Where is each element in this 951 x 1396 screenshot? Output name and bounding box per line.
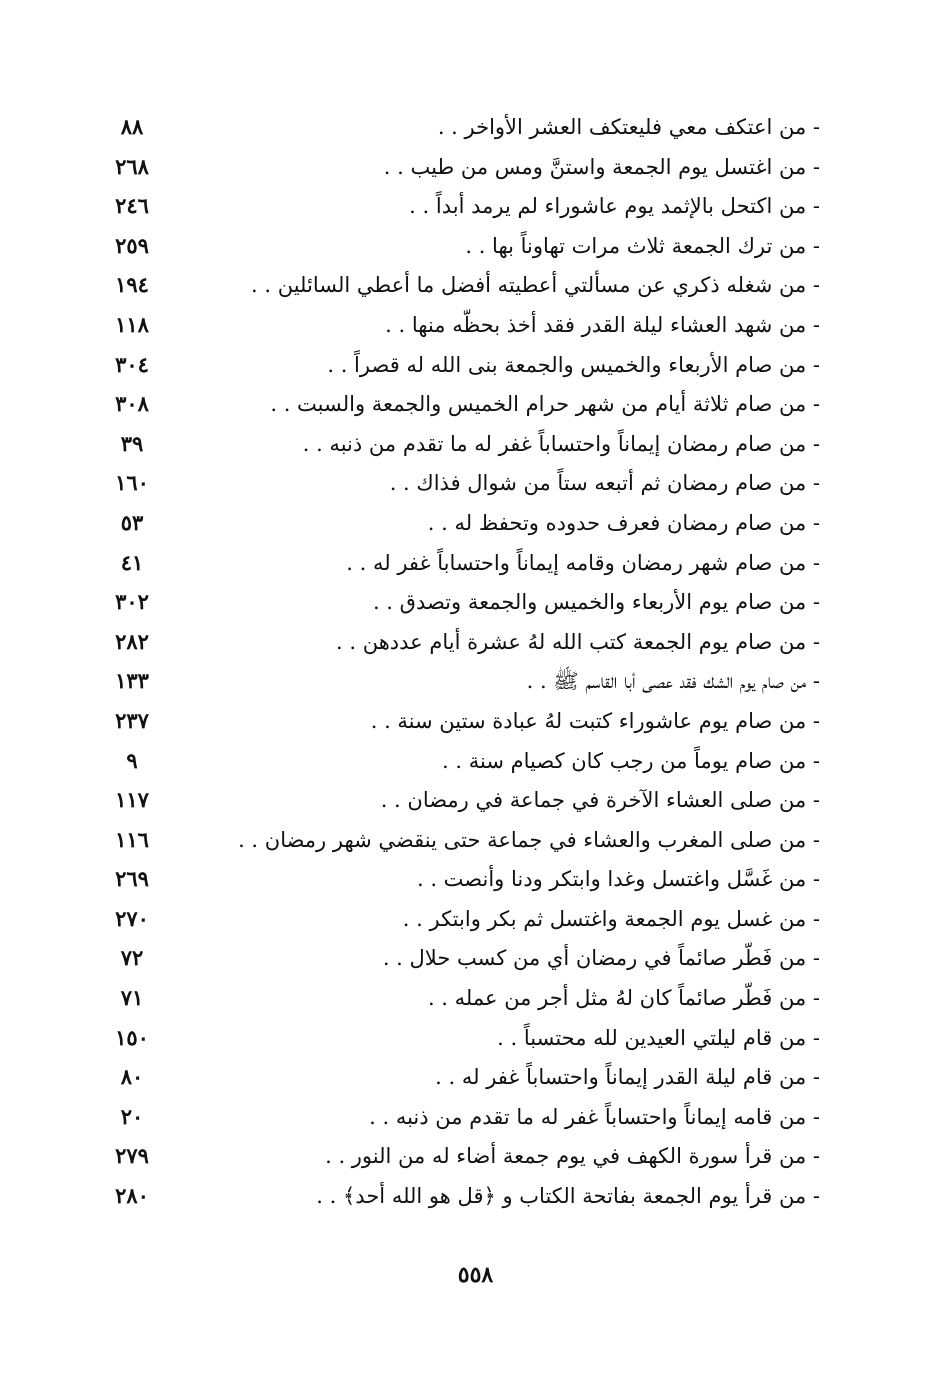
entry-text: - من قرأ سورة الكهف في يوم جمعة أضاء له من النور . .	[325, 1144, 820, 1169]
entry-page-number: ٣٩	[120, 430, 144, 456]
entry-text: - من صام الأربعاء والخميس والجمعة بنى الله له قصراً . .	[327, 352, 820, 377]
entry-text: - من صام يوم عاشوراء كتبت لهُ عبادة ستين سنة . .	[370, 708, 820, 733]
entry-page-number: ١٣٣	[115, 668, 149, 694]
entry-page-number: ٥٣	[120, 509, 144, 535]
entry-page-number: ٢٠	[120, 1103, 144, 1129]
index-row	[100, 623, 820, 663]
entry-text: - من صلى المغرب والعشاء في جماعة حتى ينقضي شهر رمضان . .	[238, 827, 820, 852]
entry-text: - من قرأ يوم الجمعة بفاتحة الكتاب و ﴿قل هو الله أحد﴾ . .	[316, 1184, 820, 1209]
entry-text: - من غَسَّل واغتسل وغدا وابتكر ودنا وأنصت . .	[416, 867, 820, 892]
index-row	[100, 544, 820, 584]
entry-text: - من قامه إيماناً واحتساباً غفر له ما تقدم من ذنبه . .	[369, 1104, 820, 1129]
entry-page-number: ١٦٠	[115, 470, 149, 496]
index-row	[100, 939, 820, 979]
entry-text: - من صام شهر رمضان وقامه إيماناً واحتساباً غفر له . .	[346, 550, 820, 575]
entry-text: - من صام يوم الشك فقد عصى أبا القاسم ﷺ . .	[526, 669, 820, 694]
entry-page-number: ٢٦٩	[115, 866, 149, 892]
index-row	[100, 504, 820, 544]
index-row	[100, 860, 820, 900]
entry-text: - من اغتسل يوم الجمعة واستنَّ ومس من طيب . .	[383, 154, 820, 179]
hadith-index-list	[100, 108, 820, 1217]
index-row	[100, 464, 820, 504]
entry-page-number: ١١٨	[115, 311, 149, 337]
entry-text: - من صام رمضان إيماناً واحتساباً غفر له ما تقدم من ذنبه . .	[302, 431, 820, 456]
index-row	[100, 1177, 820, 1217]
index-row	[100, 1098, 820, 1138]
index-row	[100, 742, 820, 782]
entry-page-number: ٧١	[120, 985, 144, 1011]
entry-page-number: ٢٨٠	[115, 1183, 149, 1209]
entry-text: - من قام ليلتي العيدين لله محتسباً . .	[497, 1025, 820, 1050]
index-row	[100, 583, 820, 623]
index-row	[100, 385, 820, 425]
index-row	[100, 979, 820, 1019]
index-row	[100, 1058, 820, 1098]
entry-text: - من صام رمضان فعرف حدوده وتحفظ له . .	[427, 510, 820, 535]
entry-text: - من صام يوماً من رجب كان كصيام سنة . .	[442, 748, 820, 773]
entry-page-number: ٢٧٠	[115, 905, 149, 931]
index-row	[100, 187, 820, 227]
entry-page-number: ٢٤٦	[115, 193, 149, 219]
index-row	[100, 900, 820, 940]
index-row	[100, 1137, 820, 1177]
entry-text: - من فَطّر صائماً في رمضان أي من كسب حلال . .	[382, 946, 820, 971]
entry-page-number: ١١٧	[115, 787, 149, 813]
index-row	[100, 425, 820, 465]
entry-page-number: ٣٠٤	[115, 351, 149, 377]
index-row	[100, 781, 820, 821]
entry-page-number: ٩	[126, 747, 138, 773]
entry-page-number: ١٩٤	[115, 272, 149, 298]
index-row	[100, 266, 820, 306]
index-row	[100, 108, 820, 148]
entry-page-number: ٧٢	[120, 945, 144, 971]
entry-page-number: ١٥٠	[115, 1024, 149, 1050]
entry-page-number: ٨٠	[120, 1064, 144, 1090]
entry-text: - من شغله ذكري عن مسألتي أعطيته أفضل ما أعطي السائلين . .	[251, 273, 820, 298]
entry-text: - من اعتكف معي فليعتكف العشر الأواخر . .	[437, 115, 820, 139]
entry-page-number: ٣٠٢	[115, 589, 149, 615]
entry-page-number: ٨٨	[120, 114, 144, 139]
entry-text: - من فَطّر صائماً كان لهُ مثل أجر من عمله . .	[427, 986, 820, 1011]
entry-text: - من غسل يوم الجمعة واغتسل ثم بكر وابتكر . .	[402, 906, 820, 931]
entry-page-number: ١١٦	[115, 826, 149, 852]
entry-page-number: ٢٥٩	[115, 232, 149, 258]
entry-text: - من صام يوم الجمعة كتب الله لهُ عشرة أيام عددهن . .	[336, 629, 820, 654]
entry-text: - من صام يوم الأربعاء والخميس والجمعة وتصدق . .	[372, 590, 820, 615]
entry-text: - من صلى العشاء الآخرة في جماعة في رمضان . .	[380, 788, 820, 813]
entry-page-number: ٢٣٧	[115, 707, 149, 733]
index-row	[100, 346, 820, 386]
index-row	[100, 702, 820, 742]
entry-text: - من صام رمضان ثم أتبعه ستاً من شوال فذاك . .	[389, 471, 820, 496]
entry-page-number: ٢٦٨	[115, 153, 149, 179]
index-row	[100, 1019, 820, 1059]
entry-text: - من قام ليلة القدر إيماناً واحتساباً غفر له . .	[435, 1065, 820, 1090]
index-row	[100, 148, 820, 188]
index-row	[100, 821, 820, 861]
entry-page-number: ٢٧٩	[115, 1143, 149, 1169]
entry-page-number: ٢٨٢	[115, 628, 149, 654]
entry-page-number: ٣٠٨	[115, 391, 149, 417]
index-row	[100, 227, 820, 267]
index-row	[100, 662, 820, 702]
page-number-footer: ٥٥٨	[457, 1262, 494, 1288]
entry-page-number: ٤١	[120, 549, 144, 575]
entry-text: - من اكتحل بالإثمد يوم عاشوراء لم يرمد أبداً . .	[409, 194, 820, 219]
entry-text: - من ترك الجمعة ثلاث مرات تهاوناً بها . .	[465, 233, 820, 258]
entry-text: - من صام ثلاثة أيام من شهر حرام الخميس والجمعة والسبت . .	[270, 392, 820, 417]
entry-text: - من شهد العشاء ليلة القدر فقد أخذ بحظّه منها . .	[385, 312, 820, 337]
index-row	[100, 306, 820, 346]
